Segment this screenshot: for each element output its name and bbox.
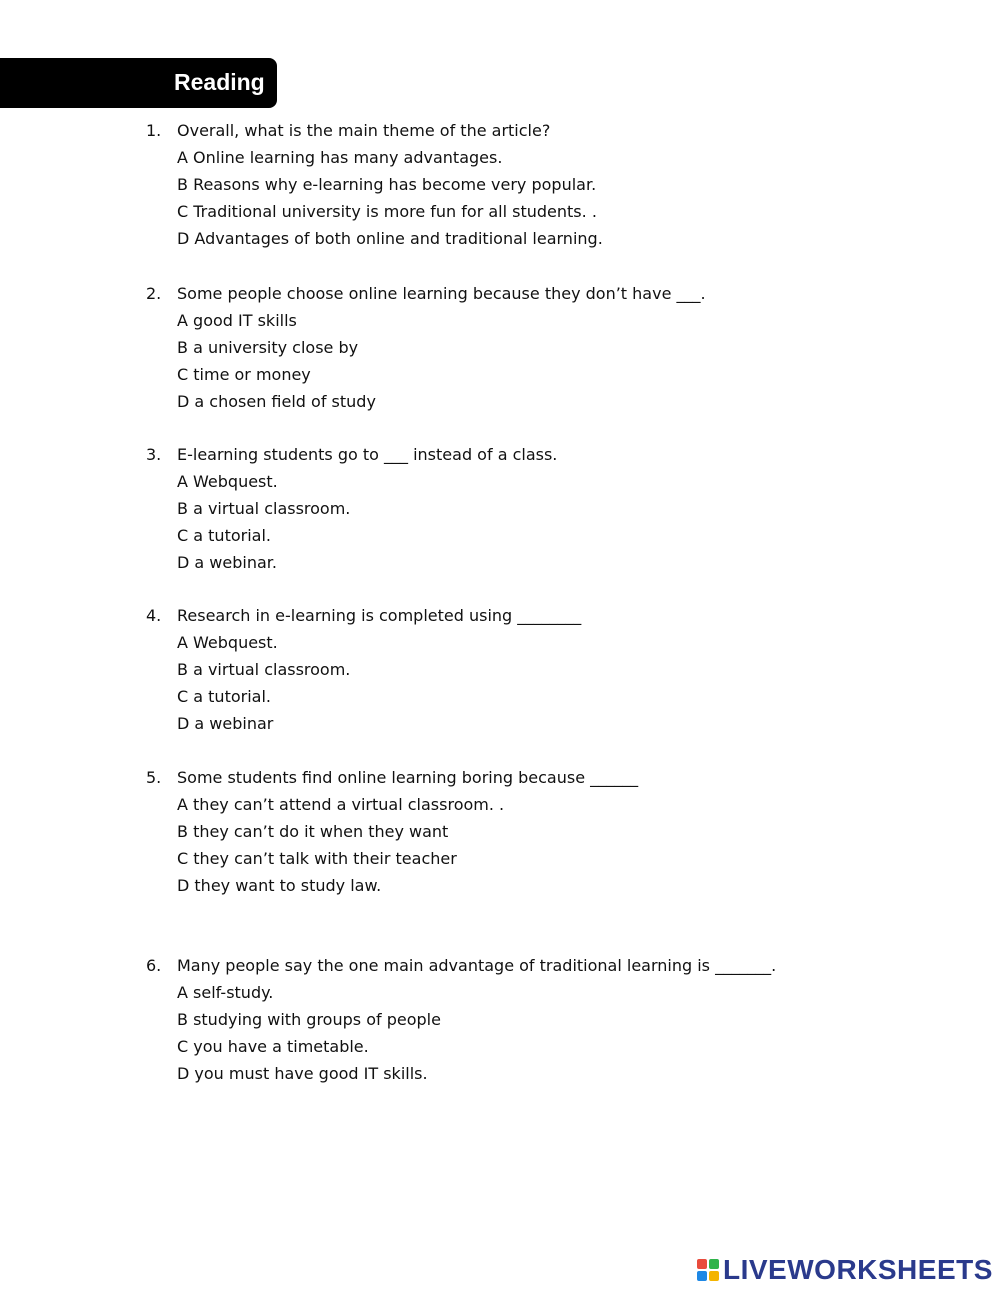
brand-footer xyxy=(697,1255,993,1285)
option-b[interactable]: B Reasons why e-learning has become very popular. xyxy=(177,175,597,194)
option-c[interactable]: C Traditional university is more fun for all students. . xyxy=(177,202,597,221)
question-number: 2. xyxy=(146,284,162,303)
question-4 xyxy=(146,602,906,737)
question-text: Some students find online learning boring because ______ xyxy=(177,768,639,787)
option-a[interactable]: A good IT skills xyxy=(177,311,297,330)
option-a[interactable]: A self-study. xyxy=(177,983,274,1002)
question-text: Many people say the one main advantage of traditional learning is _______. xyxy=(177,956,777,975)
question-text: Overall, what is the main theme of the article? xyxy=(177,121,551,140)
option-c[interactable]: C they can’t talk with their teacher xyxy=(177,849,457,868)
section-title: Reading xyxy=(174,69,265,95)
question-5 xyxy=(146,764,906,899)
option-d[interactable]: D a webinar. xyxy=(177,553,277,572)
question-number: 3. xyxy=(146,445,162,464)
option-d[interactable]: D a chosen field of study xyxy=(177,392,376,411)
question-number: 4. xyxy=(146,606,162,625)
question-3 xyxy=(146,441,906,576)
question-number: 5. xyxy=(146,768,162,787)
brand-name: LIVEWORKSHEETS xyxy=(723,1254,993,1285)
liveworksheets-logo-icon xyxy=(697,1259,719,1281)
option-c[interactable]: C a tutorial. xyxy=(177,687,271,706)
option-b[interactable]: B a virtual classroom. xyxy=(177,660,351,679)
option-c[interactable]: C a tutorial. xyxy=(177,526,271,545)
option-c[interactable]: C you have a timetable. xyxy=(177,1037,369,1056)
option-d[interactable]: D a webinar xyxy=(177,714,274,733)
option-d[interactable]: D you must have good IT skills. xyxy=(177,1064,428,1083)
question-2 xyxy=(146,280,906,415)
question-text: Some people choose online learning because they don’t have ___. xyxy=(177,284,706,303)
question-1 xyxy=(146,117,906,252)
option-a[interactable]: A Webquest. xyxy=(177,633,278,652)
option-a[interactable]: A Online learning has many advantages. xyxy=(177,148,503,167)
question-number: 1. xyxy=(146,121,162,140)
option-b[interactable]: B studying with groups of people xyxy=(177,1010,441,1029)
section-header xyxy=(0,58,277,108)
question-text: Research in e-learning is completed using ________ xyxy=(177,606,582,625)
option-d[interactable]: D they want to study law. xyxy=(177,876,382,895)
option-a[interactable]: A Webquest. xyxy=(177,472,278,491)
question-number: 6. xyxy=(146,956,162,975)
question-6 xyxy=(146,952,906,1087)
option-d[interactable]: D Advantages of both online and traditional learning. xyxy=(177,229,603,248)
option-b[interactable]: B they can’t do it when they want xyxy=(177,822,449,841)
option-b[interactable]: B a virtual classroom. xyxy=(177,499,351,518)
option-c[interactable]: C time or money xyxy=(177,365,311,384)
option-a[interactable]: A they can’t attend a virtual classroom. . xyxy=(177,795,505,814)
option-b[interactable]: B a university close by xyxy=(177,338,359,357)
question-text: E-learning students go to ___ instead of a class. xyxy=(177,445,558,464)
